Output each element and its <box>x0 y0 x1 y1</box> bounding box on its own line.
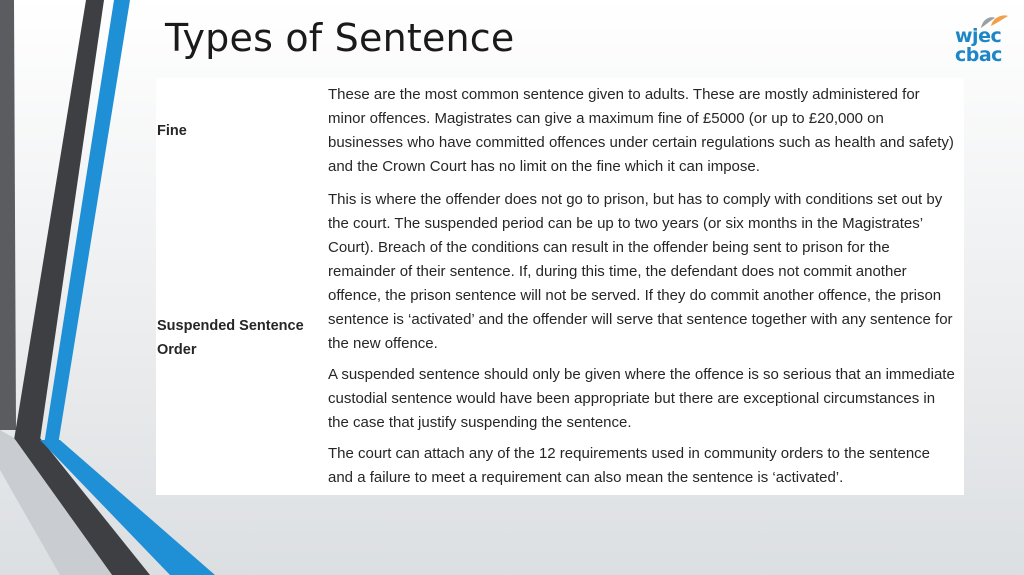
term-description-suspended-sentence-order <box>328 188 958 497</box>
description-paragraph: This is where the offender does not go to prison, but has to comply with conditions set out by the court. The suspended period can be up to two years (or six months in the Magistrates’ Court). Breach of the conditions can result in the offender being sent to prison for the remainder of their sentence. If, during this time, the defendant does not commit another offence, the prison sentence will not be served. If they do commit another offence, the prison sentence is ‘activated’ and the offender will serve that sentence together with any sentence for the new offence. <box>328 191 953 352</box>
wjec-cbac-logo <box>955 14 1011 66</box>
description-paragraph: A suspended sentence should only be given where the offence is so serious that an immediate custodial sentence would have been appropriate but there are exceptional circumstances in the case that justify suspending the sentence. <box>328 366 955 431</box>
sentence-types-table <box>156 78 964 495</box>
logo-text-cbac: cbac <box>955 44 1002 66</box>
dark-stripe-left <box>0 0 16 430</box>
description-paragraph: The court can attach any of the 12 requirements used in community orders to the sentence and a failure to meet a requirement can also mean the sentence is ‘activated’. <box>328 445 930 486</box>
term-description-fine <box>328 83 958 186</box>
term-label-suspended-sentence-order: Suspended Sentence Order <box>157 318 304 358</box>
description-paragraph: These are the most common sentence given to adults. These are mostly administered for minor offences. Magistrates can give a maximum fine of £5000 (or up to £20,000 on businesses who have committed offences under certain regulations such as health and safety) and the Crown Court has no limit on the fine which it can impose. <box>328 86 954 175</box>
page-title: Types of Sentence <box>165 16 515 60</box>
logo-text-wjec: wjec <box>955 25 1002 47</box>
term-label-fine: Fine <box>157 123 187 139</box>
